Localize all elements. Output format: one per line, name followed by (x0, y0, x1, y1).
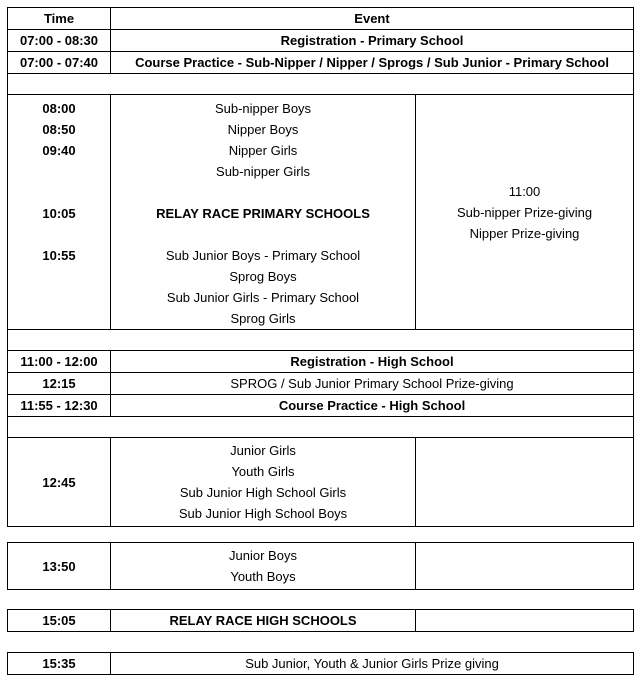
empty-cell (416, 543, 634, 590)
block-row (8, 653, 634, 675)
row-event: Registration - High School (111, 351, 634, 373)
spacer-cell (8, 74, 634, 95)
schedule-table-1505 (7, 609, 634, 632)
prize-time: 11:00 (508, 183, 541, 199)
empty-cell (416, 438, 634, 527)
block-event: RELAY RACE HIGH SCHOOLS (111, 610, 416, 632)
prize-item: Sub-nipper Prize-giving (456, 204, 593, 220)
primary-times-cell (8, 95, 111, 330)
slot-time: 08:50 (42, 122, 76, 137)
schedule-table-1350 (7, 542, 634, 590)
slot-time: 09:40 (42, 143, 76, 158)
table-row (8, 395, 634, 417)
event-item: Sub Junior Girls - Primary School (166, 290, 360, 305)
slot-time: 10:55 (42, 248, 76, 263)
slot-time: 10:05 (42, 206, 76, 221)
row-time: 12:15 (8, 373, 111, 395)
event-item: Youth Girls (231, 464, 295, 479)
spacer-row (8, 417, 634, 438)
row-event: Course Practice - Sub-Nipper / Nipper / Sprogs / Sub Junior - Primary School (111, 52, 634, 74)
primary-block-row (8, 95, 634, 330)
block-time: 12:45 (8, 438, 111, 527)
prize-cell (416, 95, 634, 330)
row-event: Course Practice - High School (111, 395, 634, 417)
event-item: Junior Girls (230, 443, 296, 458)
header-event: Event (111, 8, 634, 30)
header-time: Time (8, 8, 111, 30)
spacer-row (8, 74, 634, 95)
table-row (8, 373, 634, 395)
prize-item: Nipper Prize-giving (469, 225, 580, 241)
table-row (8, 351, 634, 373)
row-event: SPROG / Sub Junior Primary School Prize-giving (111, 373, 634, 395)
event-item: Sprog Girls (230, 311, 296, 326)
block-time: 15:05 (8, 610, 111, 632)
row-time: 07:00 - 08:30 (8, 30, 111, 52)
block-event: Sub Junior, Youth & Junior Girls Prize giving (111, 653, 634, 675)
event-item: Youth Boys (230, 569, 296, 584)
event-item: Sub-nipper Boys (214, 101, 312, 116)
header-row (8, 8, 634, 30)
block-time: 15:35 (8, 653, 111, 675)
row-time: 11:00 - 12:00 (8, 351, 111, 373)
slot-time: 08:00 (42, 101, 76, 116)
table-row (8, 30, 634, 52)
event-item: Junior Boys (229, 548, 297, 563)
event-item: Nipper Girls (228, 143, 298, 158)
schedule-table-1535 (7, 652, 634, 675)
event-item: Sub-nipper Girls (216, 164, 310, 179)
table-row (8, 52, 634, 74)
row-time: 07:00 - 07:40 (8, 52, 111, 74)
event-item: Sub Junior Boys - Primary School (165, 248, 361, 263)
event-item: Nipper Boys (227, 122, 299, 137)
empty-cell (416, 610, 634, 632)
row-event: Registration - Primary School (111, 30, 634, 52)
primary-events-cell (111, 95, 416, 330)
event-item: Sub Junior High School Boys (178, 506, 348, 521)
block-events (111, 543, 416, 590)
block-events (111, 438, 416, 527)
spacer-cell (8, 417, 634, 438)
event-item: Sub Junior High School Girls (179, 485, 347, 500)
block-row (8, 610, 634, 632)
block-row (8, 543, 634, 590)
spacer-row (8, 330, 634, 351)
block-time: 13:50 (8, 543, 111, 590)
event-item: RELAY RACE PRIMARY SCHOOLS (156, 206, 370, 221)
event-item: Sprog Boys (229, 269, 297, 284)
schedule-table (7, 7, 634, 527)
spacer-cell (8, 330, 634, 351)
row-time: 11:55 - 12:30 (8, 395, 111, 417)
block-row (8, 438, 634, 527)
